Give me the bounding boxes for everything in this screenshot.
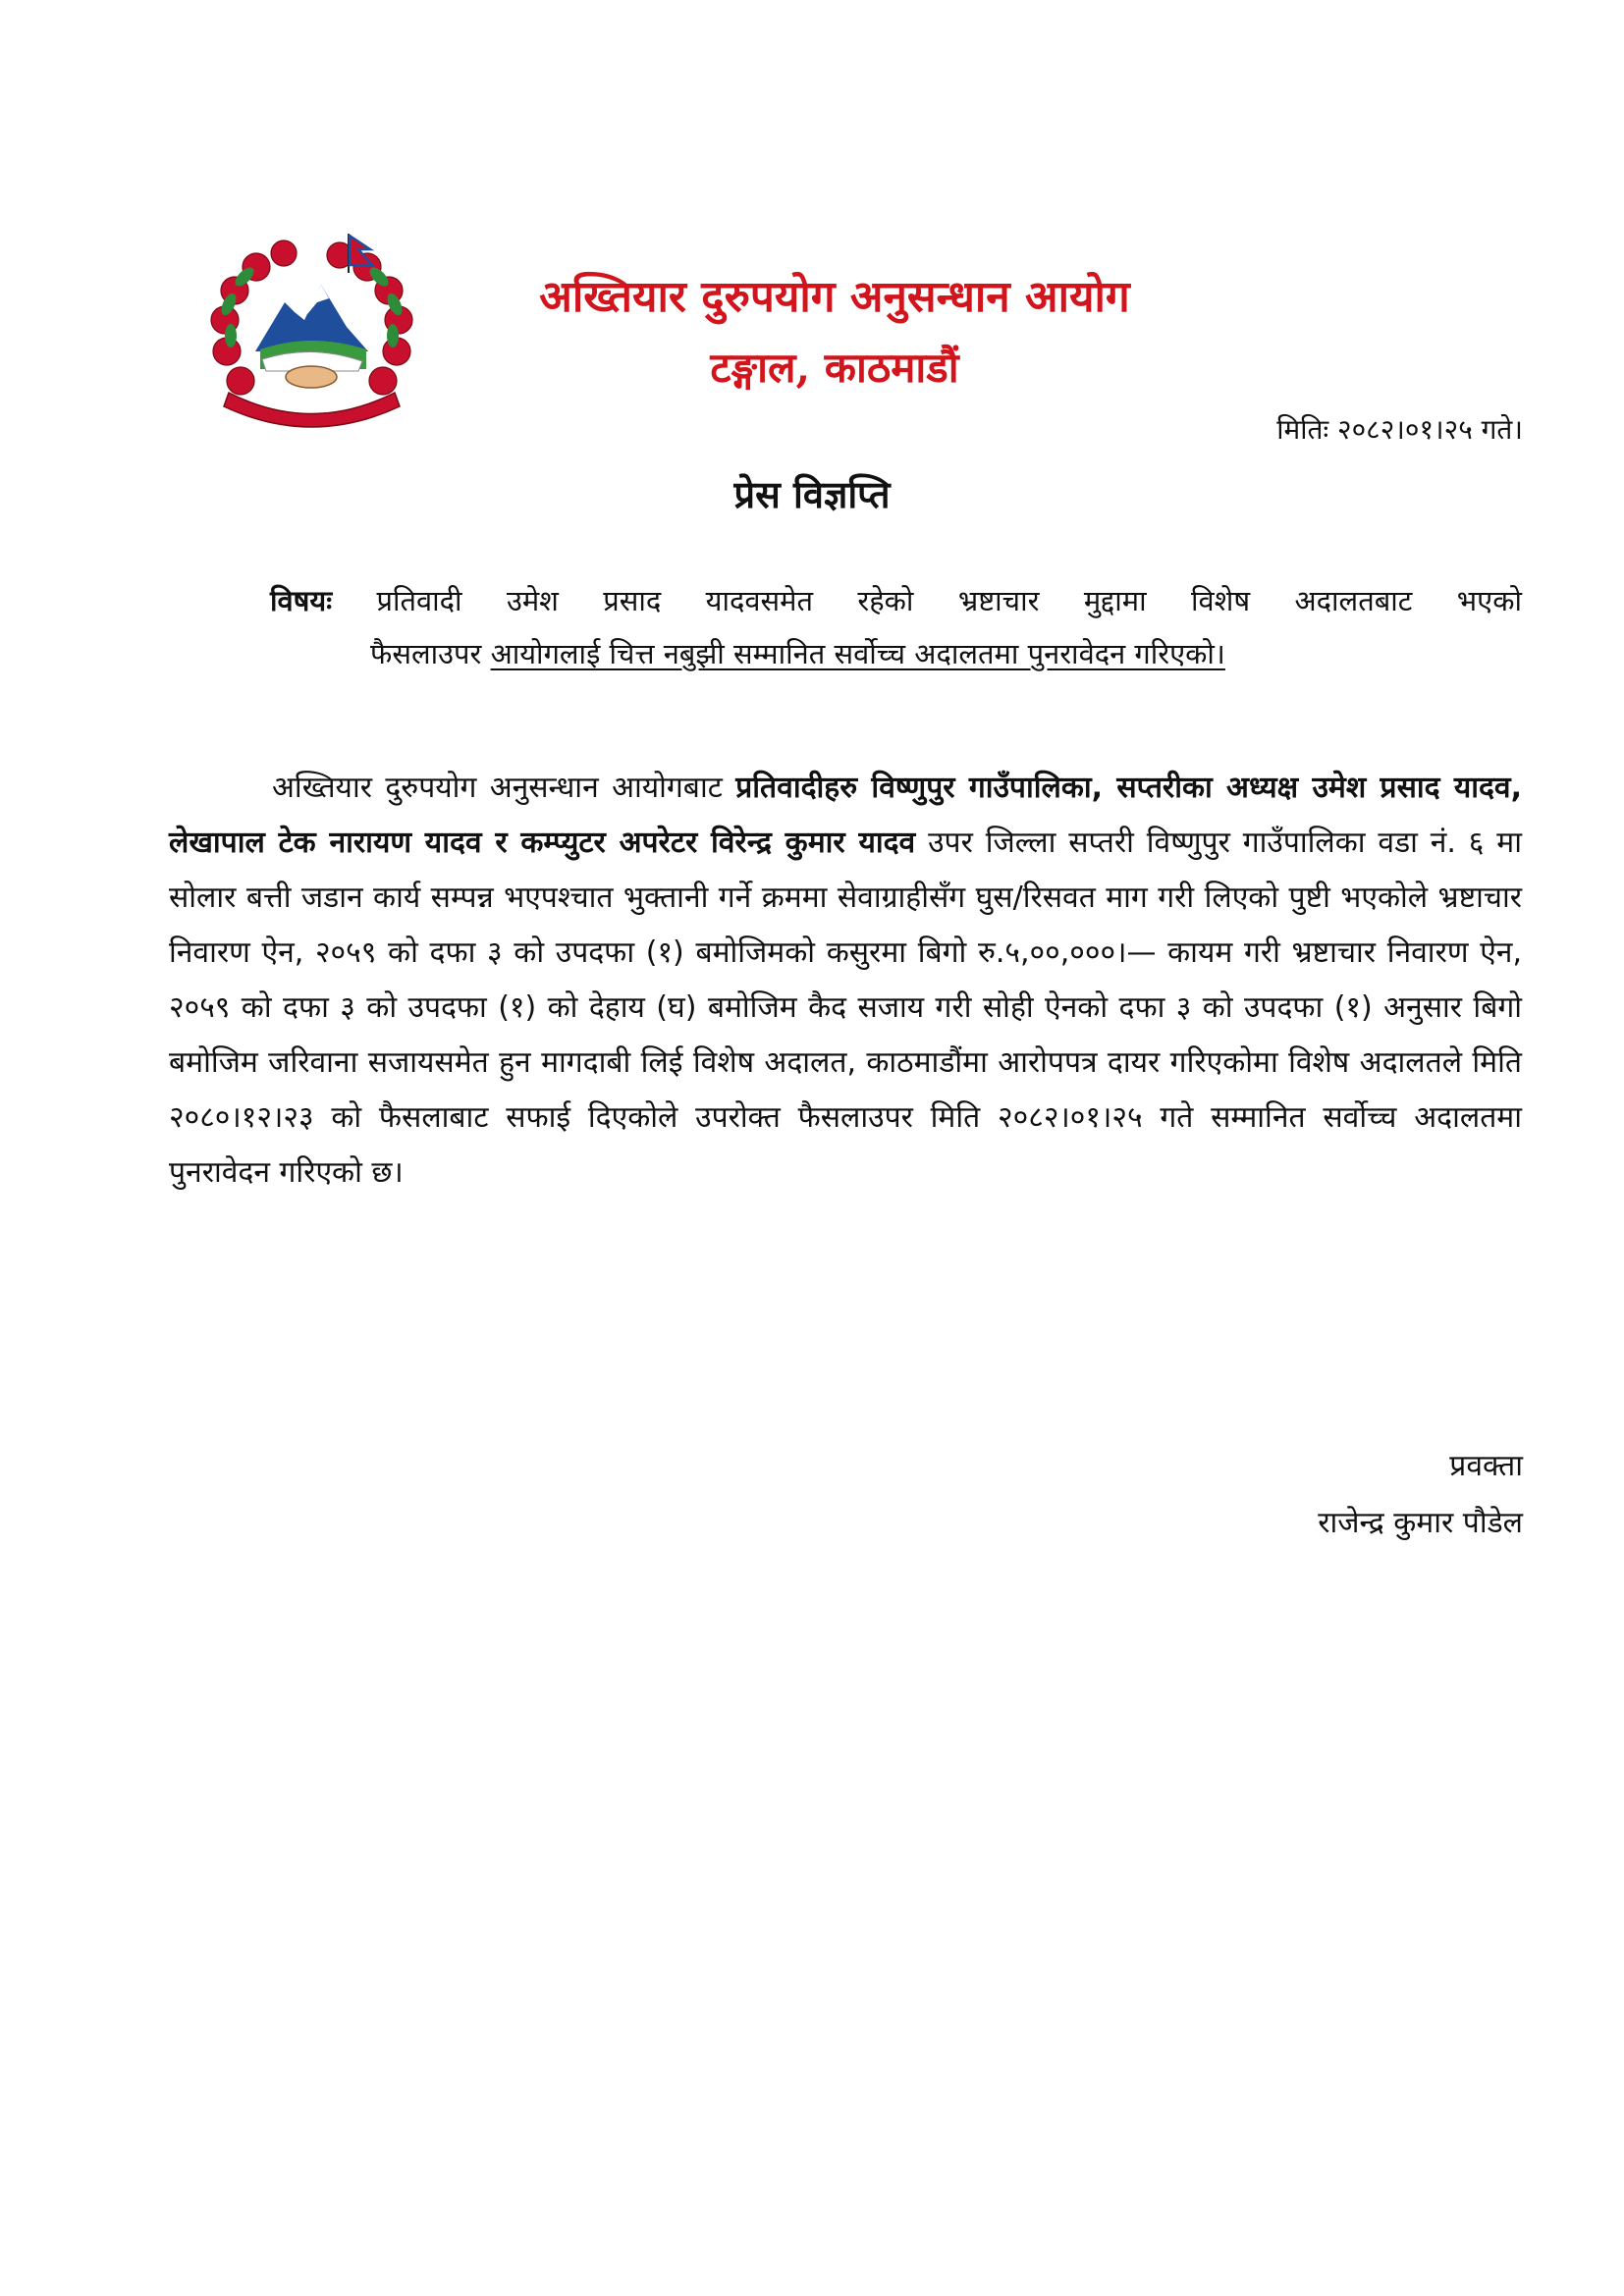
subject-line-1 xyxy=(270,574,1522,627)
body-text-main: उपर जिल्ला सप्तरी विष्णुपुर गाउँपालिका वडा नं. ६ मा सोलार बत्ती जडान कार्य सम्पन्न भएपश्चात भुक्तानी गर्ने क्रममा सेवाग्राहीसँग घुस/रिसवत माग गरी लिएको पुष्टी भएकोले भ्रष्टाचार निवारण ऐन, २०५९ को दफा ३ को उपदफा (१) बमोजिमको कसुरमा बिगो रु.५,००,०००।— कायम गरी भ्रष्टाचार निवारण ऐन, २०५९ को दफा ३ को उपदफा (१) को देहाय (घ) बमोजिम कैद सजाय गरी सोही ऐनको दफा ३ को उपदफा (१) अनुसार बिगो बमोजिम जरिवाना सजायसमेत हुन मागदाबी लिई विशेष अदालत, काठमाडौंमा आरोपपत्र दायर गरिएकोमा विशेष अदालतले मिति २०८०।१२।२३ को फैसलाबाट सफाई दिएकोले उपरोक्त फैसलाउपर मिति २०८२।०१।२५ गते सम्मानित सर्वोच्च अदालतमा पुनरावेदन गरिएको छ। xyxy=(169,826,1522,1190)
organization-address: टङ्गाल, काठमाडौं xyxy=(710,344,959,392)
body-text-accused: प्रतिवादीहरु विष्णुपुर गाउँपालिका, सप्तरीका अध्यक्ष उमेश प्रसाद यादव, लेखापाल टेक नारायण यादव र कम्प्युटर अपरेटर विरेन्द्र कुमार यादव xyxy=(169,771,1522,860)
subject-text-1: प्रतिवादी उमेश प्रसाद यादवसमेत रहेको भ्रष्टाचार मुद्दामा विशेष अदालतबाट भएको xyxy=(376,584,1522,617)
document-title: प्रेस विज्ञप्ति xyxy=(733,473,891,516)
spokesperson-name: राजेन्द्र कुमार पौडेल xyxy=(1318,1506,1523,1540)
nepal-government-emblem-icon xyxy=(201,234,422,430)
subject-block xyxy=(270,574,1522,680)
signature-block xyxy=(1318,1438,1523,1552)
subject-label: विषयः xyxy=(270,584,333,617)
subject-text-2: फैसलाउपर xyxy=(370,637,491,670)
body-paragraph xyxy=(169,761,1522,1201)
document-date: मितिः २०८२।०१।२५ गते। xyxy=(1276,413,1523,446)
spokesperson-role: प्रवक्ता xyxy=(1449,1449,1523,1483)
subject-line-2 xyxy=(270,627,1522,680)
subject-underlined-text: आयोगलाई चित्त नबुझी सम्मानित सर्वोच्च अदालतमा पुनरावेदन गरिएको। xyxy=(490,637,1225,670)
organization-name: अख्तियार दुरुपयोग अनुसन्धान आयोग xyxy=(539,272,1130,322)
body-text-intro: अख्तियार दुरुपयोग अनुसन्धान आयोगबाट xyxy=(272,771,736,805)
